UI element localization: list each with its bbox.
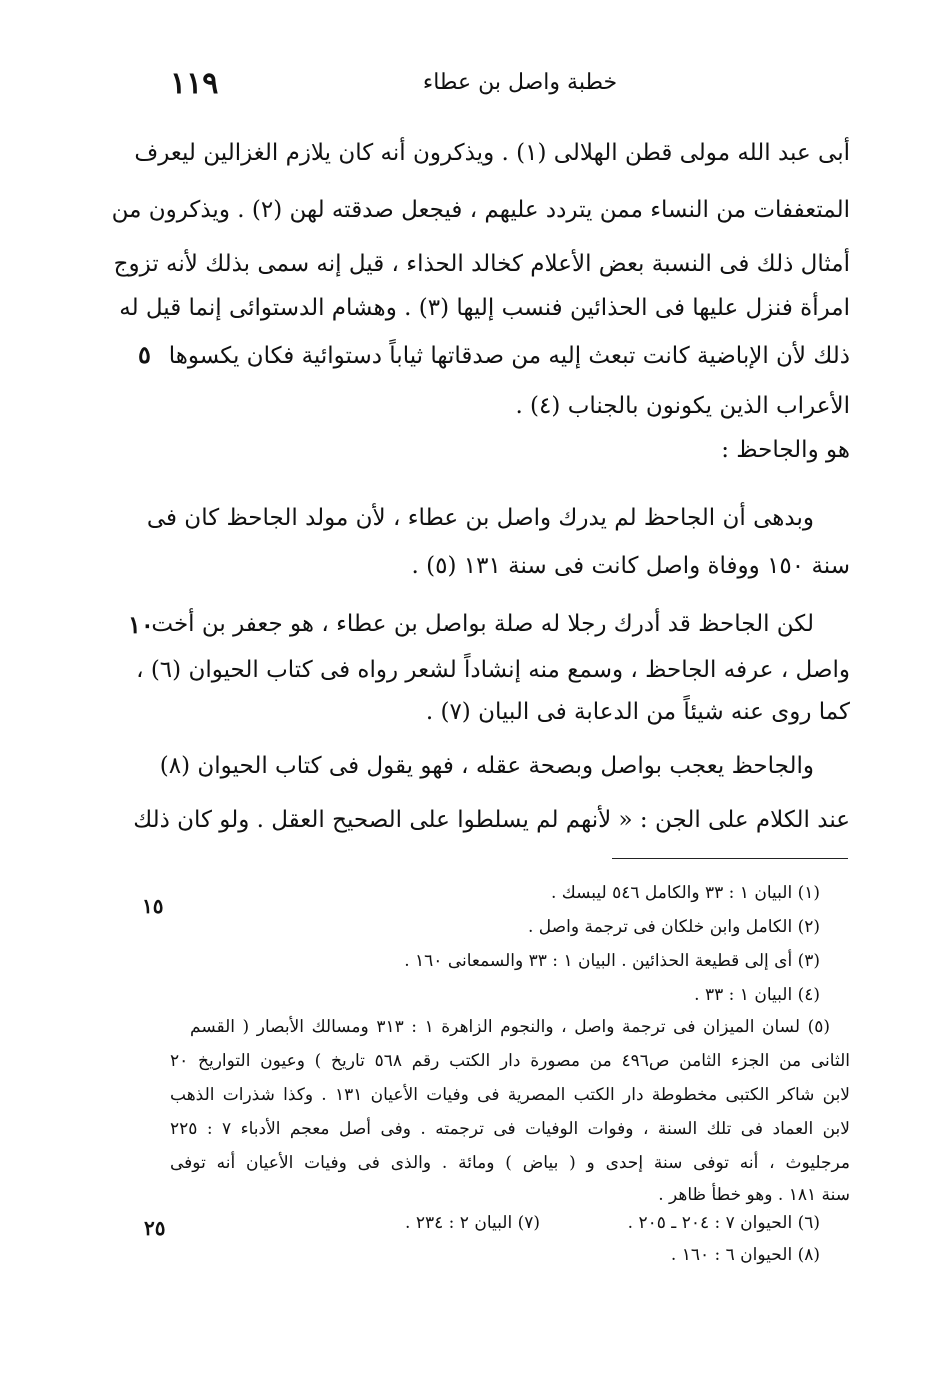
line-number-10: ١٠ bbox=[128, 610, 154, 639]
body-line: وبدهى أن الجاحظ لم يدرك واصل بن عطاء ، لأن مولد الجاحظ كان فى bbox=[146, 505, 814, 531]
page-number: ١١٩ bbox=[170, 66, 219, 101]
body-line: ذلك لأن الإباضية كانت تبعث إليه من صدقاتها ثياباً دستوائية فكان يكسوها bbox=[168, 343, 850, 369]
body-line: أمثال ذلك فى النسبة بعض الأعلام كخالد الحذاء ، قيل إنه سمى بذلك لأنه تزوج bbox=[113, 251, 850, 277]
footnote-8: (٨) الحيوان ٦ : ١٦٠ . bbox=[670, 1245, 820, 1265]
footnote-5-line: لابن العماد فى تلك السنة ، وفوات الوفيات فى ترجمته . وفى أصل معجم الأدباء ٧ : ٢٢٥ bbox=[170, 1119, 850, 1139]
footnote-5-line: (٥) لسان الميزان فى ترجمة واصل ، والنجوم الزاهرة ١ : ٣١٣ ومسالك الأبصار ( القسم bbox=[190, 1017, 830, 1037]
footnote-2: (٢) الكامل وابن خلكان فى ترجمة واصل . bbox=[528, 917, 820, 937]
line-number-5: ٥ bbox=[138, 340, 151, 369]
footnote-3: (٣) أى إلى قطيعة الحذائين . البيان ١ : ٣٣ والسمعانى ١٦٠ . bbox=[404, 951, 820, 971]
footnote-separator bbox=[612, 858, 848, 859]
footnote-7: (٧) البيان ٢ : ٢٣٤ . bbox=[405, 1213, 540, 1233]
body-line: امرأة فنزل عليها فى الحذائين فنسب إليها (٣) . وهشام الدستوائى إنما قيل له bbox=[119, 295, 850, 321]
page-header bbox=[170, 66, 850, 102]
footnote-4: (٤) البيان ١ : ٣٣ . bbox=[694, 985, 820, 1005]
footnote-5-line: مرجليوث ، أنه توفى سنة إحدى و ( بياض ) ومائة . والذى فى وفيات الأعيان أنه توفى bbox=[170, 1153, 850, 1173]
body-line: والجاحظ يعجب بواصل وبصحة عقله ، فهو يقول فى كتاب الحيوان (٨) bbox=[159, 753, 814, 779]
body-line: عند الكلام على الجن : « لأنهم لم يسلطوا على الصحيح العقل . ولو كان ذلك bbox=[133, 807, 850, 833]
footnote-5-line: الثانى من الجزء الثامن ص٤٩٦ من مصورة دار الكتب رقم ٥٦٨ تاريخ ) وعيون التواريخ ٢٠ bbox=[170, 1051, 851, 1071]
line-number-25: ٢٥ bbox=[144, 1216, 166, 1240]
body-line: الأعراب الذين يكونون بالجناب (٤) . bbox=[515, 393, 850, 419]
footnote-6: (٦) الحيوان ٧ : ٢٠٤ ـ ٢٠٥ . bbox=[627, 1213, 820, 1233]
line-number-15: ١٥ bbox=[142, 894, 164, 918]
body-line: كما روى عنه شيئاً من الدعابة فى البيان (٧) . bbox=[425, 699, 850, 725]
footnote-5-line: لابن شاكر الكتبى مخطوطة دار الكتب المصرية فى وفيات الأعيان ١٣١ . وكذا شذرات الذهب bbox=[170, 1085, 850, 1105]
body-line: واصل ، عرفه الجاحظ ، وسمع منه إنشاداً لشعر رواه فى كتاب الحيوان (٦) ، bbox=[136, 657, 850, 683]
section-heading: هو والجاحظ : bbox=[721, 437, 850, 463]
footnote-1: (١) البيان ١ : ٣٣ والكامل ٥٤٦ ليبسك . bbox=[550, 883, 820, 903]
running-title: خطبة واصل بن عطاء bbox=[422, 70, 618, 95]
body-line: أبى عبد الله مولى قطن الهلالى (١) . ويذكرون أنه كان يلازم الغزالين ليعرف bbox=[134, 140, 850, 166]
footnote-5-line: سنة ١٨١ . وهو خطأ ظاهر . bbox=[658, 1185, 850, 1205]
body-line: المتعففات من النساء ممن يتردد عليهم ، فيجعل صدقته لهن (٢) . ويذكرون من bbox=[111, 197, 850, 223]
body-line: لكن الجاحظ قد أدرك رجلا له صلة بواصل بن عطاء ، هو جعفر بن أخت bbox=[151, 611, 814, 637]
body-line: سنة ١٥٠ ووفاة واصل كانت فى سنة ١٣١ (٥) . bbox=[411, 553, 850, 579]
